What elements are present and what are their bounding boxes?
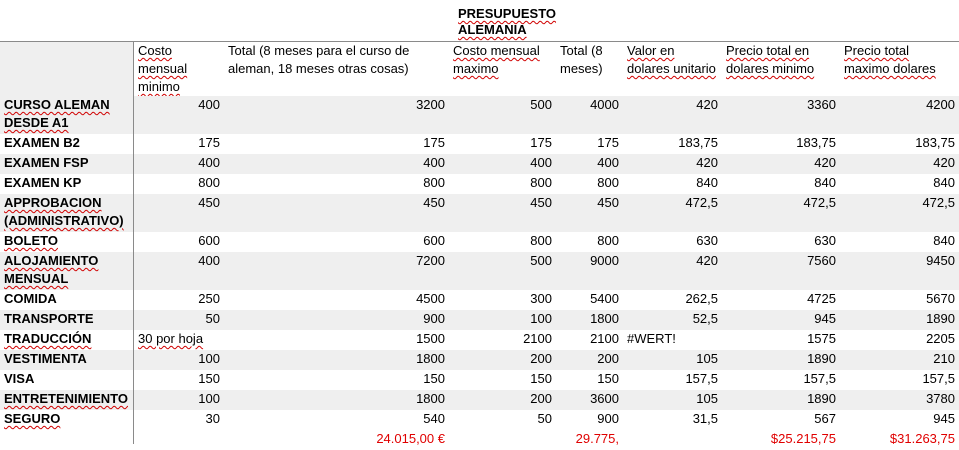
table-cell[interactable]: 105 xyxy=(623,350,722,370)
table-cell[interactable]: 800 xyxy=(449,174,556,194)
header-precio-total-maximo-dolares[interactable]: Precio total maximo dolares xyxy=(840,42,959,96)
table-cell[interactable]: 157,5 xyxy=(722,370,840,390)
table-cell[interactable]: 262,5 xyxy=(623,290,722,310)
row-label-cell[interactable]: EXAMEN FSP xyxy=(0,154,134,174)
table-cell[interactable]: 800 xyxy=(224,174,449,194)
table-cell[interactable]: 7200 xyxy=(224,252,449,290)
row-label-cell[interactable]: TRADUCCIÓN xyxy=(0,330,134,350)
table-row xyxy=(0,96,959,134)
table-cell[interactable]: 3600 xyxy=(556,390,623,410)
table-cell[interactable]: 540 xyxy=(224,410,449,430)
table-cell[interactable]: 175 xyxy=(449,134,556,154)
table-cell[interactable]: 450 xyxy=(134,194,224,232)
table-cell[interactable]: 400 xyxy=(556,154,623,174)
total-cell[interactable]: $31.263,75 xyxy=(840,430,959,450)
row-label-cell[interactable]: BOLETO xyxy=(0,232,134,252)
table-cell[interactable]: 472,5 xyxy=(722,194,840,232)
table-cell[interactable]: 567 xyxy=(722,410,840,430)
table-cell[interactable]: 472,5 xyxy=(623,194,722,232)
header-total-8-meses-curso[interactable]: Total (8 meses para el curso de aleman, 18 meses otras cosas) xyxy=(224,42,449,96)
table-cell[interactable]: 200 xyxy=(556,350,623,370)
table-cell[interactable]: 52,5 xyxy=(623,310,722,330)
header-precio-total-dolares-minimo[interactable]: Precio total en dolares minimo xyxy=(722,42,840,96)
table-cell[interactable]: 9000 xyxy=(556,252,623,290)
table-cell[interactable]: 400 xyxy=(134,154,224,174)
table-cell[interactable]: 1890 xyxy=(722,390,840,410)
table-cell[interactable]: 50 xyxy=(134,310,224,330)
table-cell[interactable]: 1890 xyxy=(722,350,840,370)
table-cell[interactable]: 9450 xyxy=(840,252,959,290)
table-cell[interactable]: 31,5 xyxy=(623,410,722,430)
table-row xyxy=(0,252,959,290)
table-cell[interactable]: 400 xyxy=(449,154,556,174)
table-cell[interactable]: 4725 xyxy=(722,290,840,310)
table-cell[interactable]: 472,5 xyxy=(840,194,959,232)
header-row xyxy=(0,42,959,96)
budget-title-text: PRESUPUESTO ALEMANIA xyxy=(458,6,557,37)
table-cell[interactable]: 100 xyxy=(134,390,224,410)
table-cell[interactable]: 175 xyxy=(224,134,449,154)
table-cell[interactable]: 630 xyxy=(722,232,840,252)
table-cell[interactable]: 800 xyxy=(556,174,623,194)
table-cell[interactable]: 945 xyxy=(840,410,959,430)
totals-empty-cell xyxy=(449,430,556,450)
table-cell[interactable]: 420 xyxy=(722,154,840,174)
row-label-cell[interactable]: TRANSPORTE xyxy=(0,310,134,330)
table-cell[interactable]: 100 xyxy=(449,310,556,330)
row-label-cell[interactable]: CURSO ALEMAN DESDE A1 xyxy=(0,96,134,134)
table-cell[interactable]: 150 xyxy=(449,370,556,390)
row-label-cell[interactable]: EXAMEN KP xyxy=(0,174,134,194)
table-cell[interactable]: 450 xyxy=(556,194,623,232)
table-cell[interactable]: 420 xyxy=(623,154,722,174)
table-cell[interactable]: 400 xyxy=(134,96,224,134)
table-cell[interactable]: 175 xyxy=(556,134,623,154)
table-row xyxy=(0,390,959,410)
table-cell[interactable]: 30 xyxy=(134,410,224,430)
table-cell[interactable]: 1800 xyxy=(224,390,449,410)
row-label-cell[interactable]: VESTIMENTA xyxy=(0,350,134,370)
table-cell[interactable]: 500 xyxy=(449,96,556,134)
totals-empty-cell xyxy=(0,430,134,450)
row-label-cell[interactable]: COMIDA xyxy=(0,290,134,310)
table-cell[interactable]: 2100 xyxy=(449,330,556,350)
table-cell[interactable]: 630 xyxy=(623,232,722,252)
table-cell[interactable]: 450 xyxy=(449,194,556,232)
table-cell[interactable]: 420 xyxy=(623,96,722,134)
table-cell[interactable]: 1800 xyxy=(556,310,623,330)
table-cell[interactable]: 250 xyxy=(134,290,224,310)
table-cell[interactable]: 3360 xyxy=(722,96,840,134)
table-cell[interactable]: 1575 xyxy=(722,330,840,350)
budget-table xyxy=(0,42,959,450)
table-cell[interactable]: 300 xyxy=(449,290,556,310)
table-row xyxy=(0,232,959,252)
table-cell[interactable]: 200 xyxy=(449,350,556,370)
table-cell[interactable]: 105 xyxy=(623,390,722,410)
row-label-cell[interactable]: ALOJAMIENTO MENSUAL xyxy=(0,252,134,290)
table-cell[interactable]: 400 xyxy=(224,154,449,174)
totals-empty-cell xyxy=(134,430,224,450)
table-cell[interactable]: 420 xyxy=(623,252,722,290)
total-cell[interactable]: 24.015,00 € xyxy=(224,430,449,450)
table-row xyxy=(0,350,959,370)
table-cell[interactable]: 183,75 xyxy=(722,134,840,154)
table-cell[interactable]: 600 xyxy=(224,232,449,252)
row-label-cell[interactable]: SEGURO xyxy=(0,410,134,430)
row-label-cell[interactable]: APPROBACION (ADMINISTRATIVO) xyxy=(0,194,134,232)
table-cell[interactable]: 2205 xyxy=(840,330,959,350)
header-valor-dolares-unitario[interactable]: Valor en dolares unitario xyxy=(623,42,722,96)
table-cell[interactable]: 3780 xyxy=(840,390,959,410)
row-label-cell[interactable]: EXAMEN B2 xyxy=(0,134,134,154)
table-cell[interactable]: 2100 xyxy=(556,330,623,350)
budget-title xyxy=(458,6,568,38)
table-cell[interactable]: 3200 xyxy=(224,96,449,134)
table-cell[interactable]: 840 xyxy=(840,174,959,194)
error-cell[interactable]: #WERT! xyxy=(623,330,722,350)
table-cell[interactable]: 1890 xyxy=(840,310,959,330)
table-row xyxy=(0,330,959,350)
table-cell[interactable]: 800 xyxy=(556,232,623,252)
row-label-cell[interactable]: ENTRETENIMIENTO xyxy=(0,390,134,410)
table-cell[interactable]: 210 xyxy=(840,350,959,370)
table-cell[interactable]: 840 xyxy=(840,232,959,252)
table-cell[interactable]: 30 por hoja xyxy=(134,330,224,350)
total-cell[interactable]: $25.215,75 xyxy=(722,430,840,450)
table-cell[interactable]: 5400 xyxy=(556,290,623,310)
table-cell[interactable]: 945 xyxy=(722,310,840,330)
label-column-divider xyxy=(133,41,134,444)
table-row xyxy=(0,194,959,232)
table-cell[interactable]: 800 xyxy=(449,232,556,252)
table-row xyxy=(0,174,959,194)
table-cell[interactable]: 600 xyxy=(134,232,224,252)
table-cell[interactable]: 4000 xyxy=(556,96,623,134)
table-cell[interactable]: 4200 xyxy=(840,96,959,134)
table-cell[interactable]: 420 xyxy=(840,154,959,174)
table-cell[interactable]: 840 xyxy=(623,174,722,194)
header-corner-cell xyxy=(0,42,134,96)
table-cell[interactable]: 200 xyxy=(449,390,556,410)
total-cell[interactable]: 29.775, xyxy=(556,430,623,450)
table-row xyxy=(0,310,959,330)
row-label-cell[interactable]: VISA xyxy=(0,370,134,390)
table-cell[interactable]: 175 xyxy=(134,134,224,154)
table-row xyxy=(0,370,959,390)
table-row xyxy=(0,410,959,430)
table-row xyxy=(0,290,959,310)
totals-row xyxy=(0,430,959,450)
table-cell[interactable]: 400 xyxy=(134,252,224,290)
table-cell[interactable]: 183,75 xyxy=(623,134,722,154)
table-cell[interactable]: 900 xyxy=(224,310,449,330)
table-cell[interactable]: 4500 xyxy=(224,290,449,310)
table-cell[interactable]: 1800 xyxy=(224,350,449,370)
table-cell[interactable]: 157,5 xyxy=(623,370,722,390)
header-total-8-meses[interactable]: Total (8 meses) xyxy=(556,42,623,96)
table-cell[interactable]: 1500 xyxy=(224,330,449,350)
table-cell[interactable]: 800 xyxy=(134,174,224,194)
table-row xyxy=(0,134,959,154)
totals-empty-cell xyxy=(623,430,722,450)
table-cell[interactable]: 150 xyxy=(134,370,224,390)
table-cell[interactable]: 450 xyxy=(224,194,449,232)
table-cell[interactable]: 150 xyxy=(224,370,449,390)
table-cell[interactable]: 50 xyxy=(449,410,556,430)
header-costo-mensual-minimo[interactable]: Costo mensual minimo xyxy=(134,42,224,96)
table-cell[interactable]: 840 xyxy=(722,174,840,194)
table-cell[interactable]: 5670 xyxy=(840,290,959,310)
table-cell[interactable]: 157,5 xyxy=(840,370,959,390)
table-cell[interactable]: 7560 xyxy=(722,252,840,290)
header-costo-mensual-maximo[interactable]: Costo mensual maximo xyxy=(449,42,556,96)
table-cell[interactable]: 900 xyxy=(556,410,623,430)
table-row xyxy=(0,154,959,174)
table-cell[interactable]: 183,75 xyxy=(840,134,959,154)
table-cell[interactable]: 100 xyxy=(134,350,224,370)
table-cell[interactable]: 500 xyxy=(449,252,556,290)
table-cell[interactable]: 150 xyxy=(556,370,623,390)
